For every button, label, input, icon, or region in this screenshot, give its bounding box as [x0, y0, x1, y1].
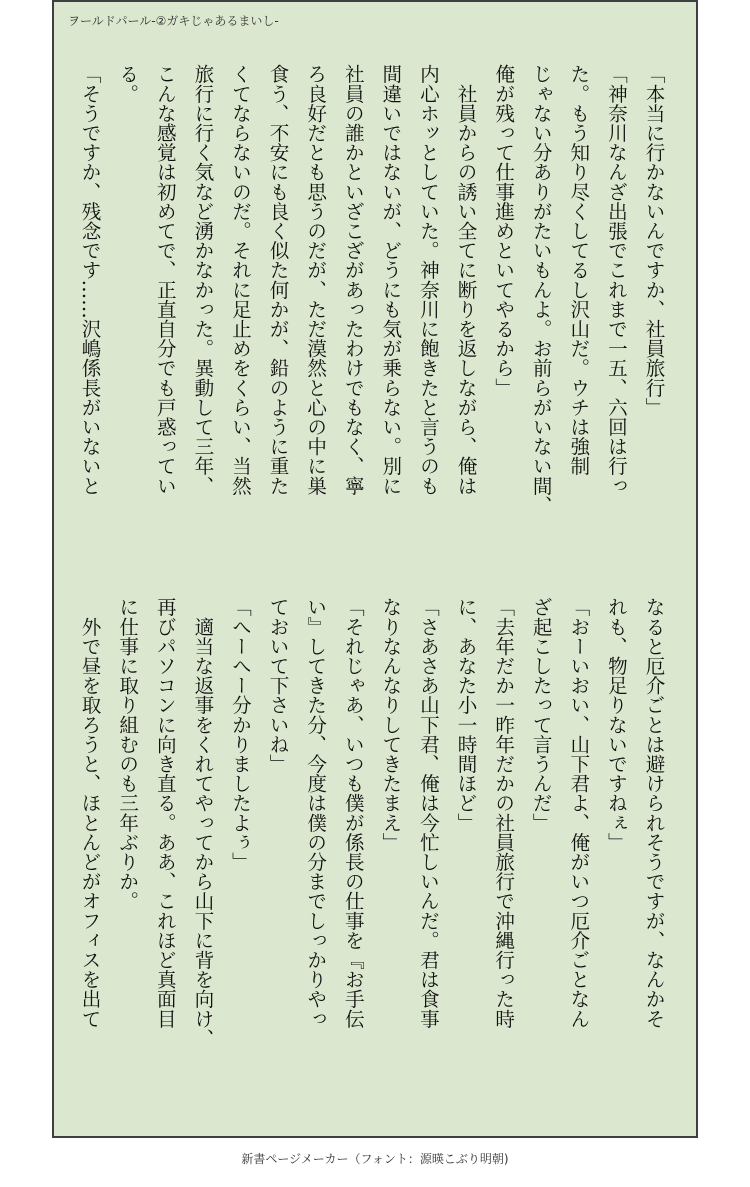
text-block-upper: 「本当に行かないんですか、社員旅行」 「神奈川なんざ出張でこれまで一五、六回は行っ た。もう知り尽くしてるし沢山だ。ウチは強制 じゃない分ありがたいもんよ。お前らがいない間、 俺が残って仕事進めといてやるから」 社員からの誘い全てに断りを返しながら、俺は 内心ホッとしていた。神奈川に飽きたと言うのも 間違いではないが、どうにも気が乗らない。別に 社員の誰かといざこざがあったわけでもなく、寧 ろ良好だとも思うのだが、ただ漠然と心の中に巣 食う、不安にも良く似た何かが、鉛のように重た くてならないのだ。それに足止めをくらい、当然 旅行に行く気など湧かなかった。異動して三年、 こんな感覚は初めてで、正直自分でも戸惑ってい る。 「そうですか、残念です……沢嶋係長がいないと: [78, 64, 665, 515]
novel-page: [52, 0, 698, 1138]
footer-caption: 新書ページメーカー（フォント：源暎こぶり明朝): [241, 1152, 509, 1166]
text-block-lower: なると厄介ごとは避けられそうですが、なんかそ れも、物足りないですねぇ」 「おーいおい、山下君よ、俺がいつ厄介ごとなん ざ起こしたって言うんだ」 「去年だか一昨年だかの社員旅行で沖縄行った時 に、あなた小一時間ほど」 「さあさあ山下君、俺は今忙しいんだ。君は食事 なりなんなりしてきたまえ」 「それじゃあ、いつも僕が係長の仕事を『お手伝 い』してきた分、今度は僕の分までしっかりやっ ておいて下さいね」 「へーへー分かりましたよぅ」 適当な返事をくれてやってから山下に背を向け、 再びパソコンに向き直る。ああ、これほど真面目 に仕事に取り組むのも三年ぶりか。 外で昼を取ろうと、ほとんどがオフィスを出て: [78, 597, 665, 1048]
running-header: ヲールドパール-②ガキじゃあるまいし-: [68, 14, 279, 28]
